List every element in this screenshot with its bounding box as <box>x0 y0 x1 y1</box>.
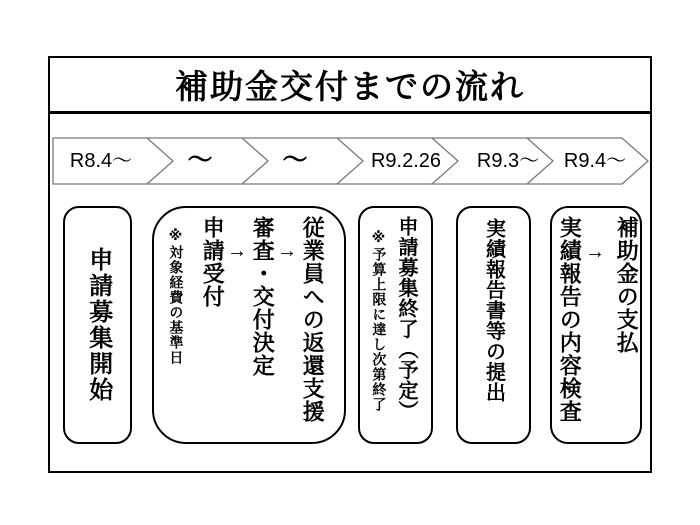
process-box-application-open <box>63 206 132 444</box>
page-title: 補助金交付までの流れ <box>175 68 525 105</box>
timeline-label-0: R8.4～ <box>69 150 133 172</box>
process-box-report-submission <box>456 206 531 444</box>
timeline-label-2: ～ <box>282 146 308 174</box>
process-step-label: 審査・交付決定 <box>250 216 276 377</box>
process-box-application-close <box>358 206 433 444</box>
timeline-label-3: R9.2.26 <box>370 150 442 172</box>
note-text: ※予算上限に達し次第終了 <box>371 230 388 412</box>
timeline-label-5: R9.4～ <box>563 150 627 172</box>
timeline-label-4: R9.3～ <box>476 150 540 172</box>
process-step-label: 実績報告書等の提出 <box>482 218 505 403</box>
flow-arrow-icon: → <box>277 240 297 262</box>
flow-arrow-icon: → <box>585 241 605 263</box>
process-step-label: 申請募集開始 <box>84 247 112 403</box>
process-box-review-flow <box>152 206 346 444</box>
flow-arrow-icon: → <box>227 240 247 262</box>
process-step-label: 従業員への返還支援 <box>300 216 326 423</box>
process-step-label: 実績報告の内容検査 <box>557 216 583 423</box>
process-box-inspection-payment <box>550 206 642 444</box>
process-step-label: 申請募集終了（予定） <box>395 216 417 421</box>
timeline-label-1: ～ <box>187 146 213 174</box>
note-text: ※対象経費の基準日 <box>168 228 185 365</box>
process-step-label: 申請受付 <box>200 216 226 308</box>
process-step-label: 補助金の支払 <box>614 216 640 354</box>
title-bar <box>50 58 650 114</box>
